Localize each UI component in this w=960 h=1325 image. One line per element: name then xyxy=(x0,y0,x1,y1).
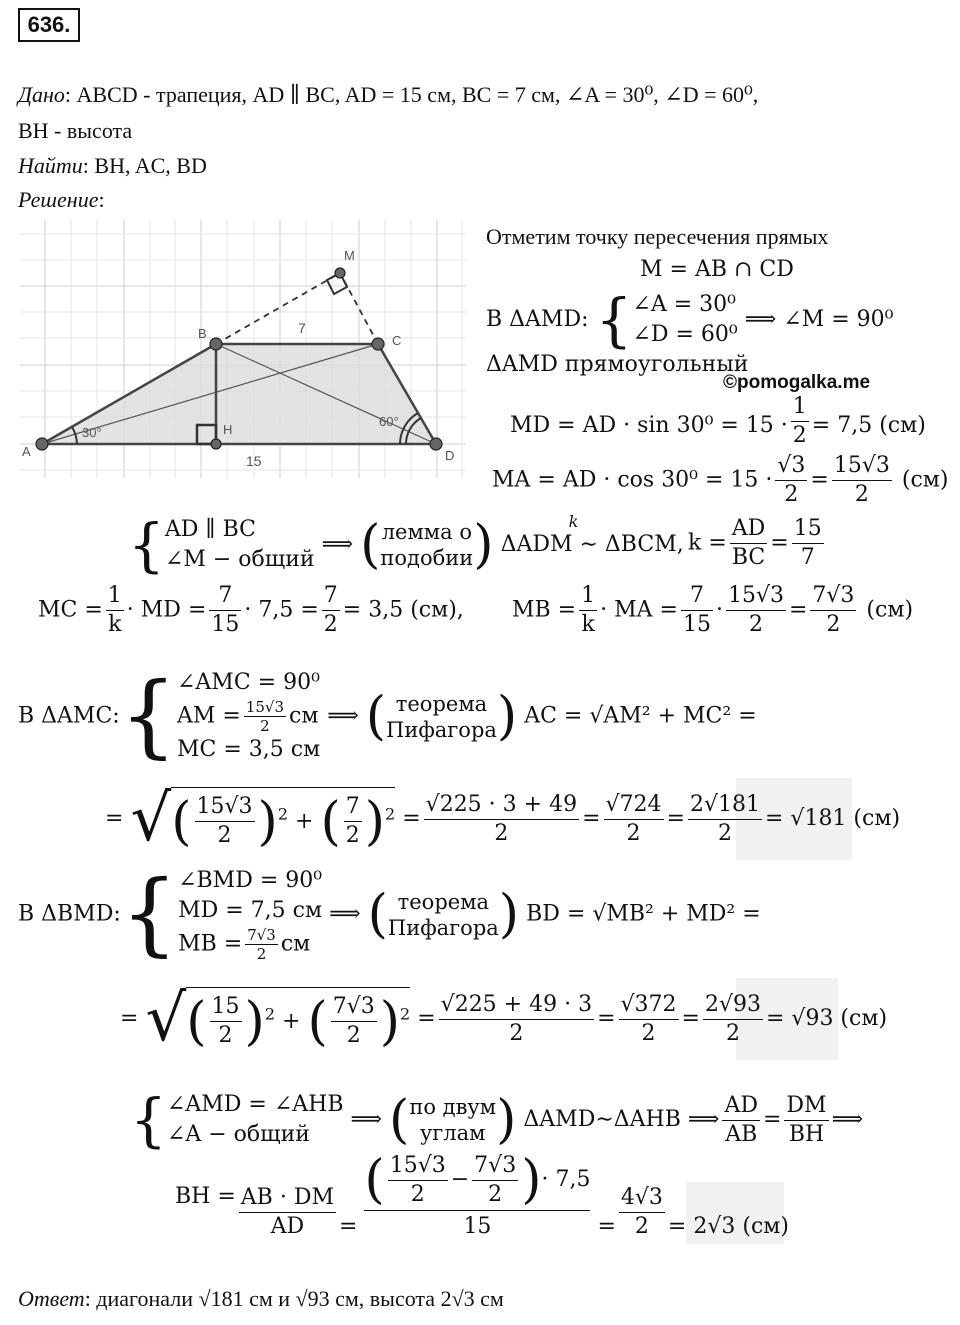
bmd-prefix: В ΔBMD: xyxy=(18,901,121,927)
mc-seven: 7 xyxy=(218,583,233,608)
ahb-tail: ⟹ xyxy=(831,1107,864,1132)
ma-num2: 15√3 xyxy=(833,453,890,478)
ahb-p-1: по двум xyxy=(409,1095,497,1119)
bmd-calc-eq-5: = xyxy=(765,1006,785,1031)
given-line-1 xyxy=(18,82,758,108)
amc-f2-num: 7 xyxy=(345,794,360,819)
bmd-f2-den: 2 xyxy=(331,1021,377,1050)
sim-k-sup: k xyxy=(568,512,579,531)
amc-arrow: ⟹ xyxy=(327,703,359,729)
bmd-sys-3-den: 2 xyxy=(245,944,278,963)
sim-lemma-1: лемма о xyxy=(381,520,472,544)
ahb-result: ΔAMD∼ΔAHB ⟹ xyxy=(523,1107,720,1132)
ma-den2: 2 xyxy=(832,480,892,509)
amd-sys-1: ∠A = 30⁰ xyxy=(632,292,736,317)
given-label: Дано xyxy=(18,82,65,107)
mc-two: 2 xyxy=(323,612,338,637)
bmd-e2-den: 2 xyxy=(619,1019,679,1048)
mc-left: MC = xyxy=(38,597,103,623)
ma-line xyxy=(492,452,948,509)
bmd-calc-eq-4: = xyxy=(681,1006,700,1031)
point-c xyxy=(372,338,384,350)
solution-label: Решение xyxy=(18,187,99,212)
solution-line xyxy=(18,187,105,213)
mb-k: k xyxy=(579,610,597,639)
label-m: M xyxy=(344,248,355,263)
mc-right: = 3,5 (см), xyxy=(342,597,464,623)
mb-left: MB = xyxy=(512,597,577,623)
bh-big-times: · 7,5 xyxy=(541,1167,591,1192)
ahb-f1-num: AD xyxy=(724,1092,758,1118)
ma-num: √3 xyxy=(777,453,806,478)
amc-calc: = √( $\frac{15√3}{2}$ )$^2$ + ( $\frac{7}{2}$ )$^2$ = $\frac{√225 \cdot 3 + 49}{2}$ = $\frac{√724}{2}$ = $\frac{2√181}{2}$ = √181 (см) xyxy=(105,782,901,856)
amc-f1-num: 15√3 xyxy=(196,794,253,819)
amc-calc-plus: + xyxy=(295,808,314,834)
similarity-line: { AD ∥ BC ∠M − общий ⟹ ( лемма о подобии ) ΔADM ∼ ΔBCM, k xyxy=(128,511,684,579)
label-bc: 7 xyxy=(298,320,306,336)
bh-left: BH = xyxy=(175,1184,236,1209)
k-den2: 7 xyxy=(792,543,824,572)
extension-bm xyxy=(216,273,340,344)
ma-den: 2 xyxy=(775,480,807,509)
label-a: A xyxy=(22,444,31,459)
mc-mid: · 7,5 = xyxy=(244,597,319,623)
sim-result: ΔADM ∼ ΔBCM, xyxy=(500,532,684,557)
answer-label: Ответ xyxy=(18,1286,85,1311)
ahb-line: { ∠AMD = ∠AHB ∠A − общий ⟹ ( по двум углам ) ΔAMD∼ΔAHB ⟹ $\frac{AD}{AB}$ = $\frac{DM}{BH}$ ⟹ xyxy=(130,1086,864,1154)
label-c: C xyxy=(392,333,402,348)
amc-calc-eq-4: = xyxy=(666,806,685,831)
ahb-eq: = xyxy=(762,1107,782,1132)
amc-prefix: В ΔAMC: xyxy=(18,703,120,729)
md-num: 1 xyxy=(792,394,807,419)
sim-sys-1: AD ∥ BC xyxy=(164,517,256,542)
mb-two: 2 xyxy=(726,610,786,639)
bh-big-den: 15 xyxy=(364,1210,590,1243)
bmd-sys-3-left: MB = xyxy=(178,931,243,957)
md-line xyxy=(510,393,926,450)
bmd-f1-den: 2 xyxy=(210,1021,242,1050)
ma-eq: = xyxy=(810,467,829,493)
k-den: BC xyxy=(730,543,768,572)
mb-r7: 7√3 xyxy=(812,583,855,608)
amc-e2-num: √724 xyxy=(605,791,662,817)
k-num: AD xyxy=(731,516,766,541)
answer-line xyxy=(18,1286,504,1312)
ahb-f1-den: AB xyxy=(722,1120,760,1149)
label-b: B xyxy=(198,326,207,341)
bmd-calc-eq: = xyxy=(120,1006,139,1031)
k-num2: 15 xyxy=(793,516,822,541)
amc-calc-eq-5: = xyxy=(764,806,784,831)
trapezoid-figure xyxy=(20,220,466,478)
solution-colon: : xyxy=(98,187,105,212)
md-left: MD = AD · sin 30⁰ = 15 · xyxy=(510,413,788,438)
amc-e1-num: √225 · 3 + 49 xyxy=(425,791,578,817)
amc-sq-1: 2 xyxy=(277,804,289,824)
bmd-result: BD = √MB² + MD² = xyxy=(526,901,761,927)
label-d: D xyxy=(445,448,455,463)
given-text: : ABCD - трапеция, AD ∥ BC, AD = 15 см, BC = 7 см, ∠A = 30⁰, ∠D = 60⁰, xyxy=(64,82,759,107)
bmd-e2-num: √372 xyxy=(620,991,677,1017)
sim-arrow: ⟹ xyxy=(321,532,354,557)
bh-eq: = xyxy=(338,1214,358,1239)
amc-th-2: Пифагора xyxy=(386,717,497,742)
amd-system: В ΔAMD: { ∠A = 30⁰ ∠D = 60⁰ ⟹ ∠M = 90⁰ xyxy=(486,286,894,354)
bmd-calc-eq-3: = xyxy=(597,1006,616,1031)
amc-e1-den: 2 xyxy=(424,819,579,848)
amc-sys-2-den: 2 xyxy=(244,716,286,735)
mb-ma: · MA = xyxy=(600,597,678,623)
ahb-p-2: углам xyxy=(419,1121,486,1145)
find-label: Найти xyxy=(18,153,83,178)
problem-number: 636. xyxy=(18,8,80,42)
bmd-e3-den: 2 xyxy=(703,1019,763,1048)
label-angle-d: 60° xyxy=(379,414,399,429)
amc-system: В ΔAMC:{ ∠AMC = 90⁰ AM = $\frac{15√3}{2}$ см MC = 3,5 см ⟹ ( теорема Пифагора ) AC = √AM² + MC² = xyxy=(18,663,757,769)
bmd-sq-2: 2 xyxy=(400,1004,411,1024)
k-line xyxy=(688,515,827,572)
ma-left: MA = AD · cos 30⁰ = 15 · xyxy=(492,467,773,493)
mb-seven: 7 xyxy=(689,583,704,608)
bmd-sys-3-unit: см xyxy=(280,931,311,957)
ma-unit: (см) xyxy=(901,467,949,493)
bh-den: AD xyxy=(239,1212,336,1241)
point-d xyxy=(430,438,442,450)
bh-big-num-b: 7√3 xyxy=(474,1152,517,1178)
mb-eq: = xyxy=(788,597,808,623)
sim-lemma-2: подобии xyxy=(380,546,474,570)
bmd-f1-num: 15 xyxy=(211,994,240,1019)
bh-big-den-b: 2 xyxy=(472,1180,518,1209)
bh-res-num: 4√3 xyxy=(620,1185,663,1210)
k-eq: = xyxy=(770,530,789,556)
right-triangle-line: ΔAMD прямоугольный xyxy=(486,352,749,377)
mb-unit: (см) xyxy=(866,597,914,623)
point-b xyxy=(210,338,222,350)
ahb-f2-den: BH xyxy=(784,1120,828,1149)
bmd-sys-3-num: 7√3 xyxy=(247,926,276,944)
bh-eq-3: = xyxy=(667,1214,687,1239)
bmd-calc-plus: + xyxy=(282,1008,301,1034)
bh-line: BH = $\frac{AB \cdot DM}{AD}$ = ( $\frac{15√3}{2}$ − $\frac{7√3}{2}$ )· 7,5 15 = $\frac{4√3}{2}$ = 2√3 (см) xyxy=(175,1150,789,1243)
mb-dot: · xyxy=(715,597,723,623)
bmd-system: В ΔBMD:{ ∠BMD = 90⁰ MD = 7,5 см MB = $\frac{7√3}{2}$ см ⟹ ( теорема Пифагора ) BD = √MB² + MD² = xyxy=(18,861,761,967)
label-ad: 15 xyxy=(246,453,262,469)
amc-calc-eq-3: = xyxy=(582,806,601,831)
amc-sys-3: MC = 3,5 см xyxy=(176,737,321,762)
md-right: = 7,5 (см) xyxy=(811,413,926,438)
bmd-e1-den: 2 xyxy=(439,1019,594,1048)
amc-th-1: теорема xyxy=(395,691,488,716)
mc-md: · MD = xyxy=(126,597,207,623)
right-line-2: M = AB ∩ CD xyxy=(640,257,794,282)
given-line-2: BH - высота xyxy=(18,118,133,143)
amc-result: AC = √AM² + MC² = xyxy=(524,703,757,729)
point-m xyxy=(335,268,345,278)
mb-fifteen: 15 xyxy=(682,612,711,637)
amc-final: √181 (см) xyxy=(790,806,901,831)
amc-f1-den: 2 xyxy=(195,821,255,850)
mb-one: 1 xyxy=(581,583,596,608)
mc-one: 1 xyxy=(107,583,122,608)
amd-prefix: В ΔAMD: xyxy=(486,307,589,332)
bh-res-den: 2 xyxy=(619,1212,665,1241)
sim-sys-2: ∠M − общий xyxy=(164,547,315,572)
ahb-f2-num: DM xyxy=(786,1092,827,1118)
bmd-th-1: теорема xyxy=(397,889,490,914)
bmd-calc-eq-2: = xyxy=(417,1006,436,1031)
ahb-sys-1: ∠AMD = ∠AHB xyxy=(166,1092,344,1117)
mb-two-2: 2 xyxy=(810,610,856,639)
point-a xyxy=(36,438,48,450)
bmd-arrow: ⟹ xyxy=(329,901,361,927)
amc-calc-eq-2: = xyxy=(402,806,421,831)
bh-big-den-a: 2 xyxy=(388,1180,448,1209)
amc-sys-1: ∠AMC = 90⁰ xyxy=(176,670,320,695)
mb-line xyxy=(512,582,913,639)
amc-e2-den: 2 xyxy=(604,819,664,848)
bmd-f2-num: 7√3 xyxy=(332,994,375,1019)
label-angle-a: 30° xyxy=(82,425,102,440)
ahb-sys-2: ∠A − общий xyxy=(166,1122,310,1147)
bh-eq-2: = xyxy=(597,1214,616,1239)
point-h xyxy=(211,439,221,449)
amd-sys-2: ∠D = 60⁰ xyxy=(632,322,738,347)
amc-f2-den: 2 xyxy=(345,823,360,848)
bmd-sys-1: ∠BMD = 90⁰ xyxy=(178,868,323,893)
bmd-e3-num: 2√93 xyxy=(704,991,761,1017)
amc-sq-2: 2 xyxy=(385,804,396,824)
amc-sys-2-unit: см xyxy=(289,703,319,729)
bh-big-minus: − xyxy=(450,1167,470,1192)
amc-calc-eq: = xyxy=(105,806,124,831)
amc-sys-2-left: AM = xyxy=(176,703,241,729)
bmd-th-2: Пифагора xyxy=(387,915,499,940)
amc-e3-den: 2 xyxy=(688,819,762,848)
bmd-sys-2: MD = 7,5 см xyxy=(178,898,323,923)
bmd-sq-1: 2 xyxy=(264,1004,275,1024)
label-h: H xyxy=(223,422,233,437)
amd-result: ⟹ ∠M = 90⁰ xyxy=(744,307,894,332)
mc-k: k xyxy=(106,610,124,639)
watermark: ©pomogalka.me xyxy=(723,372,871,393)
bmd-e1-num: √225 + 49 · 3 xyxy=(440,991,593,1017)
bh-num: AB · DM xyxy=(240,1185,334,1210)
mc-fifteen: 15 xyxy=(211,612,240,637)
bh-final: 2√3 (см) xyxy=(693,1214,789,1239)
mc-line xyxy=(38,582,464,639)
mc-seven-2: 7 xyxy=(323,583,338,608)
right-line-1: Отметим точку пересечения прямых xyxy=(486,224,829,249)
amc-e3-num: 2√181 xyxy=(689,791,760,817)
find-text: : BH, AC, BD xyxy=(82,153,207,178)
bmd-calc: = √( $\frac{15}{2}$ )$^2$ + ( $\frac{7√3}{2}$ )$^2$ = $\frac{√225 + 49 \cdot 3}{2}$ = $\frac{√372}{2}$ = $\frac{2√93}{2}$ = √93 (см) xyxy=(120,982,888,1056)
mb-r15: 15√3 xyxy=(727,583,784,608)
k-left: k = xyxy=(688,530,727,556)
answer-text: : диагонали √181 см и √93 см, высота 2√3 см xyxy=(84,1286,504,1311)
bh-big-num-a: 15√3 xyxy=(389,1152,446,1178)
amc-sys-2-num: 15√3 xyxy=(245,698,285,716)
md-den: 2 xyxy=(792,423,807,448)
find-line xyxy=(18,153,207,179)
ahb-arrow: ⟹ xyxy=(350,1107,383,1132)
bmd-final: √93 (см) xyxy=(791,1006,888,1031)
